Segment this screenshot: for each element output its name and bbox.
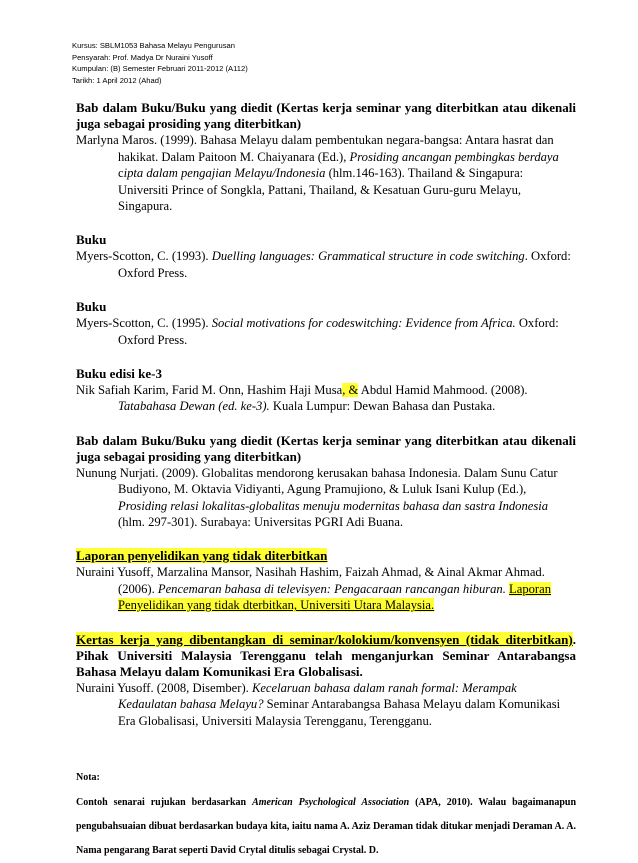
highlighted-heading: Laporan penyelidikan yang tidak diterbitkan [76, 548, 328, 564]
note-body [76, 791, 576, 863]
header-date: Tarikh: 1 April 2012 (Ahad) [72, 75, 162, 85]
reference-entry [76, 465, 576, 531]
header-lecturer: Pensyarah: Prof. Madya Dr Nuraini Yusoff [72, 52, 213, 62]
heading-text: Pihak Universiti Malaysia Terengganu telah menganjurkan Seminar Antarabangsa Bahasa Melayu dalam Komunikasi Era Globalisasi. [76, 647, 576, 679]
section-heading: Bab dalam Buku/Buku yang diedit (Kertas kerja seminar yang diterbitkan atau dikenali juga sebagai prosiding yang diterbitkan) [76, 100, 576, 132]
entry-text: Myers-Scotton, C. (1993). [76, 249, 212, 264]
entry-title: Social motivations for codeswitching: Evidence from Africa. [211, 316, 516, 331]
course-header [72, 40, 576, 86]
note-section [76, 771, 576, 863]
reference-entry [76, 315, 576, 348]
entry-text: Nik Safiah Karim, Farid M. Onn, Hashim Haji Musa [76, 383, 343, 398]
section-heading: Buku edisi ke-3 [76, 366, 162, 382]
reference-entry [76, 382, 576, 415]
entry-text: . Oxford: Oxford Press. [118, 249, 571, 280]
entry-text: Nunung Nurjati. (2009). Globalitas mendorong kerusakan bahasa Indonesia. Dalam Sunu Catur Budiyono, M. Oktavia Vidiyanti, Agung Pramujiono, & Luluk Isani Kulup (Ed.), [76, 465, 558, 497]
entry-title: Kecelaruan bahasa dalam ranah formal: Merampak Kedaulatan bahasa Melayu? [118, 680, 517, 712]
entry-title: Duelling languages: Grammatical structure in code switching [211, 249, 525, 264]
note-title: Nota: [76, 771, 100, 783]
section-heading [76, 548, 576, 564]
entry-title: ipta dalam pengajian Melayu/Indonesia [123, 166, 326, 181]
entry-text: Nuraini Yusoff, Marzalina Mansor, Nasihah Hashim, Faizah Ahmad, & Ainal Akmar Ahmad. (2006). [76, 565, 545, 596]
entry-title: Tatabahasa Dewan (ed. ke-3). [118, 399, 270, 414]
entry-text: (hlm. 297-301). Surabaya: Universitas PGRI Adi Buana. [118, 515, 404, 530]
reference-section-3 [76, 299, 576, 348]
reference-entry [76, 564, 576, 613]
note-italic: American Psychological Association [252, 796, 410, 808]
entry-text: Myers-Scotton, C. (1995). [76, 316, 212, 331]
entry-text: c [118, 166, 124, 181]
reference-section-5 [76, 433, 576, 531]
entry-title: Prosiding relasi lokalitas-globalitas menuju modernitas bahasa dan sastra Indonesia [118, 498, 549, 513]
section-heading: Buku [76, 232, 107, 248]
section-heading [76, 632, 576, 680]
section-heading: Bab dalam Buku/Buku yang diedit (Kertas kerja seminar yang diterbitkan atau dikenali juga sebagai prosiding yang diterbitkan) [76, 432, 576, 464]
reference-section-4 [76, 366, 576, 415]
entry-text: Marlyna Maros. (1999). Bahasa Melayu dalam pembentukan negara-bangsa: Antara hasrat dan hakikat. Dalam Paitoon M. Chaiyanara (Ed.), [76, 133, 554, 164]
entry-text: Oxford: Oxford Press. [118, 316, 559, 347]
reference-entry [76, 680, 576, 729]
highlighted-text: Laporan Penyelidikan yang tidak dterbitkan, Universiti Utara Malaysia. [118, 581, 552, 613]
highlighted-text: , & [342, 383, 359, 398]
heading-text: . [572, 631, 576, 647]
reference-section-7 [76, 632, 576, 729]
header-group: Kumpulan: (B) Semester Februari 2011-2012 (A112) [72, 64, 248, 74]
entry-title: Prosiding ancangan pembingkas berdaya [349, 149, 559, 164]
section-heading: Buku [76, 299, 107, 315]
entry-title: Pencemaran bahasa di televisyen: Pengacaraan rancangan hiburan. [157, 581, 506, 596]
highlighted-heading: Kertas kerja yang dibentangkan di seminar/kolokium/konvensyen (tidak diterbitkan) [76, 631, 573, 647]
entry-text: (hlm.146-163). Thailand & Singapura: Universiti Prince of Songkla, Pattani, Thailand, & Kesatuan Guru-guru Melayu, Singapura. [118, 166, 524, 213]
reference-section-6 [76, 548, 576, 613]
header-course: Kursus: SBLM1053 Bahasa Melayu Pengurusan [72, 41, 235, 50]
note-text: (APA, 2010). Walau bagaimanapun pengubahsuaian dibuat berdasarkan budaya kita, iaitu nama A. Aziz Deraman tidak ditukar menjadi Deraman A. A. Nama pengarang Barat seperti David Crytal ditulis sebagai Crystal. D. [76, 796, 576, 856]
reference-section-2 [76, 232, 576, 281]
entry-text: Nuraini Yusoff. (2008, Disember). [76, 680, 252, 695]
entry-text: Abdul Hamid Mahmood. (2008). [358, 383, 528, 398]
reference-entry [76, 248, 576, 281]
reference-entry [76, 132, 576, 214]
reference-section-1 [76, 100, 576, 214]
entry-text: Seminar Antarabangsa Bahasa Melayu dalam Komunikasi Era Globalisasi, Universiti Malaysia Terengganu, Terengganu. [118, 697, 561, 728]
note-text: Contoh senarai rujukan berdasarkan [76, 796, 253, 808]
entry-text: Kuala Lumpur: Dewan Bahasa dan Pustaka. [269, 399, 496, 414]
